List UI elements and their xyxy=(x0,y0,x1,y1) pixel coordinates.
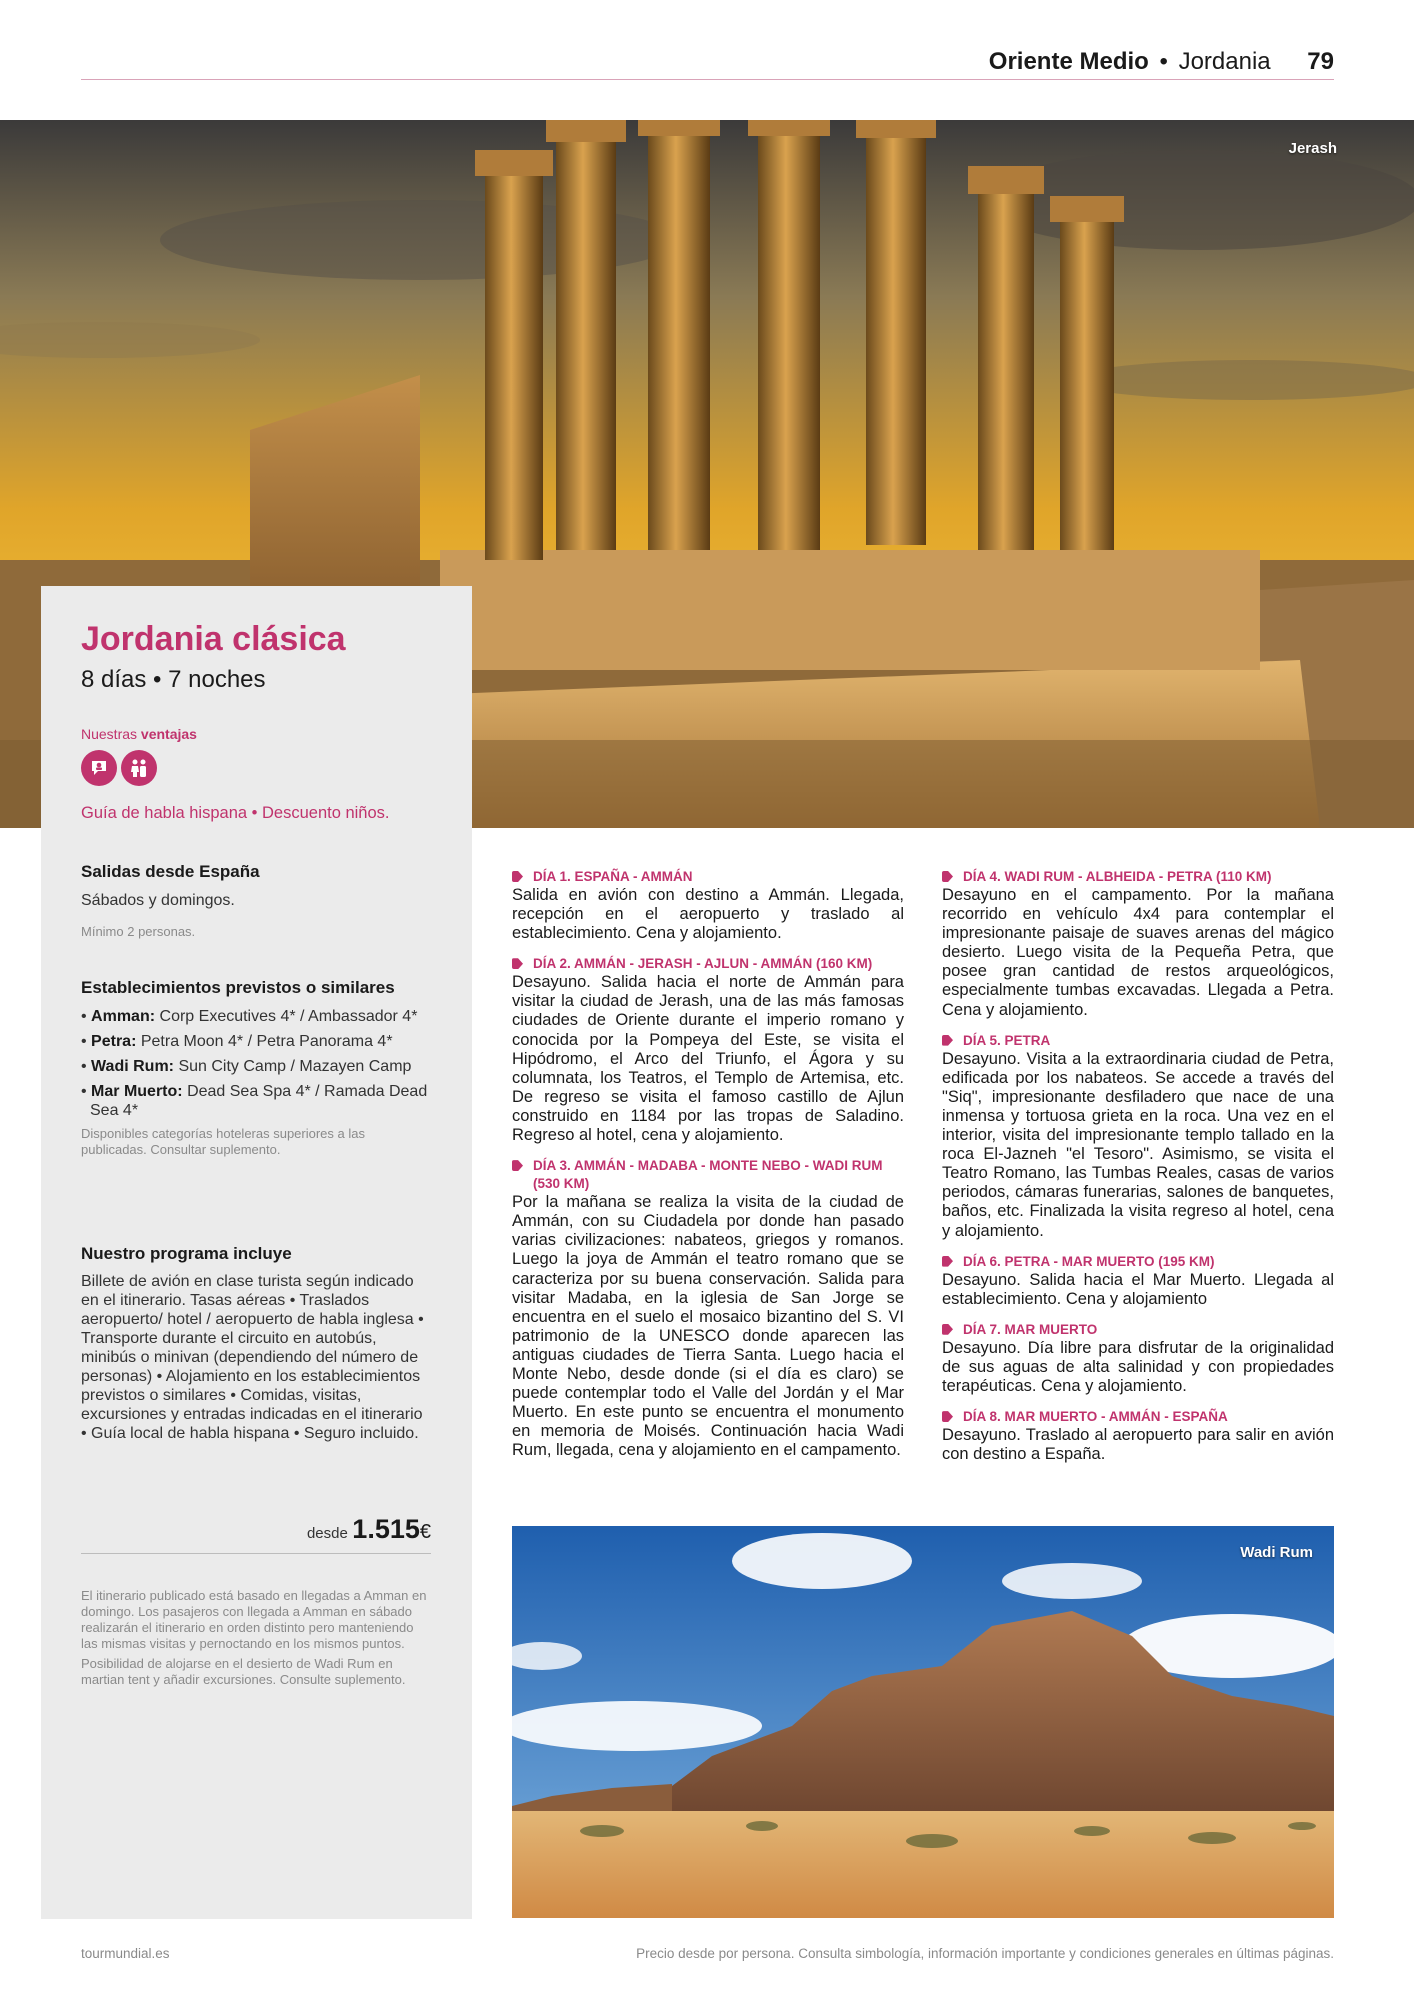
price-value: 1.515 xyxy=(352,1514,420,1544)
sidebar-note: El itinerario publicado está basado en llegadas a Amman en domingo. Los pasajeros con llegada a Amman en sábado realizarán el itinerario en orden distinto pero manteniendo las mismas visitas y pernoctando en los mismos puntos. xyxy=(81,1588,427,1651)
hero-caption: Jerash xyxy=(1288,140,1337,157)
advantages-text: Guía de habla hispana • Descuento niños. xyxy=(81,804,390,822)
family-icon xyxy=(121,750,157,786)
day-text: Desayuno. Salida hacia el Mar Muerto. Llegada al establecimiento. Cena y alojamiento xyxy=(942,1270,1334,1308)
day-text: Desayuno. Salida hacia el norte de Ammán para visitar la ciudad de Jerash, una de las más famosas ciudades de Oriente durante el imperio romano y conocida por la Pompeya del Este, se visita el Hipódromo, el Arco del Triunfo, el Ágora y su columnata, los Teatros, el Templo de Artemisa, etc. De regreso se visita el famoso castillo de Ajlun construido en 1184 por las tropas de Saladino. Regreso al hotel, cena y alojamiento. xyxy=(512,973,904,1145)
trip-duration: 8 días • 7 noches xyxy=(81,666,266,693)
day-title: DÍA 3. AMMÁN - MADABA - MONTE NEBO - WADI RUM (530 KM) xyxy=(512,1157,904,1193)
departures-days: Sábados y domingos. xyxy=(81,892,235,909)
header-region: Oriente Medio xyxy=(988,48,1149,75)
wadi-rum-photo xyxy=(512,1526,1334,1918)
footer-note: Precio desde por persona. Consulta simbología, información importante y condiciones generales en últimas páginas. xyxy=(636,1946,1334,1961)
trip-sidebar xyxy=(41,586,472,1919)
advantages-icons xyxy=(81,750,157,786)
day-title: DÍA 1. ESPAÑA - AMMÁN xyxy=(512,868,904,886)
itinerary-day xyxy=(942,868,1334,1020)
footer-site: tourmundial.es xyxy=(81,1946,170,1961)
price-from: desde xyxy=(306,1525,348,1542)
itinerary-column-1 xyxy=(512,868,904,1472)
advantages-label xyxy=(81,726,197,742)
guide-icon-glyph xyxy=(88,757,110,779)
hotel-names: Petra Moon 4* / Petra Panorama 4* xyxy=(140,1033,393,1050)
hotels-heading: Establecimientos previstos o similares xyxy=(81,978,395,997)
hotels-note: Disponibles categorías hoteleras superiores a las publicadas. Consultar suplemento. xyxy=(81,1126,365,1157)
family-icon-glyph xyxy=(128,757,150,779)
hotels-section xyxy=(81,978,431,1158)
hotel-names: Corp Executives 4* / Ambassador 4* xyxy=(159,1008,418,1025)
hotel-item: • Wadi Rum: Sun City Camp / Mazayen Camp xyxy=(81,1058,412,1075)
day-text: Por la mañana se realiza la visita de la ciudad de Ammán, con su Ciudadela por donde han pasado varias civilizaciones: nabateos, griegos y romanos. Luego la joya de Ammán el teatro romano que se caracteriza por su buena conservación. Salida para visitar Madaba, en la iglesia de San Jorge se encuentra en el suelo el mosaico bizantino del S. VI patrimonio de la UNESCO donde aparecen las antiguas ciudades de Tierra Santa. Luego hacia el Monte Nebo, desde donde (si el día es claro) se puede contemplar todo el Valle del Jordán y el Mar Muerto. En este punto se encuentra el monumento en memoria de Moisés. Continuación hacia Wadi Rum, llegada, cena y alojamiento en el campamento. xyxy=(512,1193,904,1460)
day-text: Desayuno. Visita a la extraordinaria ciudad de Petra, edificada por los nabateos. Se accede a través del "Siq", impresionante desfiladero que nace de una inmensa y tortuosa grieta en la roca. Una vez en el interior, visita del impresionante templo tallado en la roca El-Jazneh "el Tesoro". Asimismo, se visita el Teatro Romano, las Tumbas Reales, casas de varios periodos, cámaras funerarias, salones de banquetes, baños, etc. Finalizada la visita regreso al hotel, cena y alojamiento. xyxy=(942,1049,1334,1240)
day-text: Desayuno. Día libre para disfrutar de la originalidad de sus aguas de alta salinidad y con propiedades terapéuticas. Cena y alojamiento. xyxy=(942,1338,1334,1395)
hotel-item: • Amman: Corp Executives 4* / Ambassador 4* xyxy=(81,1008,418,1025)
departures-minimum: Mínimo 2 personas. xyxy=(81,924,196,939)
day-title: DÍA 7. MAR MUERTO xyxy=(942,1321,1334,1339)
day-text: Salida en avión con destino a Ammán. Llegada, recepción en el aeropuerto y traslado al establecimiento. Cena y alojamiento. xyxy=(512,886,904,943)
day-title: DÍA 8. MAR MUERTO - AMMÁN - ESPAÑA xyxy=(942,1408,1334,1426)
day-title: DÍA 2. AMMÁN - JERASH - AJLUN - AMMÁN (160 KM) xyxy=(512,955,904,973)
hotel-city: Petra: xyxy=(91,1033,137,1050)
guide-icon xyxy=(81,750,117,786)
sidebar-note: Posibilidad de alojarse en el desierto de Wadi Rum en martian tent y añadir excursiones. Consulte suplemento. xyxy=(81,1656,406,1687)
advantages-label-bold: ventajas xyxy=(140,726,197,742)
hotel-item: • Petra: Petra Moon 4* / Petra Panorama 4* xyxy=(81,1033,393,1050)
itinerary-day xyxy=(942,1321,1334,1396)
hotel-city: Amman: xyxy=(91,1008,156,1025)
price-box xyxy=(81,1514,431,1554)
itinerary-day xyxy=(512,1157,904,1460)
departures-section xyxy=(81,862,431,940)
day-title: DÍA 4. WADI RUM - ALBHEIDA - PETRA (110 KM) xyxy=(942,868,1334,886)
itinerary-day xyxy=(512,955,904,1145)
hotel-names: Sun City Camp / Mazayen Camp xyxy=(178,1058,412,1075)
header-country: Jordania xyxy=(1178,48,1271,75)
day-title: DÍA 5. PETRA xyxy=(942,1032,1334,1050)
program-heading: Nuestro programa incluye xyxy=(81,1244,292,1263)
day-title: DÍA 6. PETRA - MAR MUERTO (195 KM) xyxy=(942,1253,1334,1271)
hotel-names: Dead Sea Spa 4* / Ramada Dead Sea 4* xyxy=(90,1083,428,1119)
departures-heading: Salidas desde España xyxy=(81,862,260,881)
price-currency: € xyxy=(419,1521,431,1543)
hotel-city: Wadi Rum: xyxy=(91,1058,174,1075)
wadi-caption: Wadi Rum xyxy=(1240,1544,1313,1561)
itinerary-day xyxy=(942,1032,1334,1241)
day-text: Desayuno. Traslado al aeropuerto para salir en avión con destino a España. xyxy=(942,1426,1334,1464)
header-separator: • xyxy=(1159,48,1168,75)
itinerary-day xyxy=(942,1408,1334,1464)
header-text xyxy=(989,48,1334,76)
hotel-city: Mar Muerto: xyxy=(91,1083,183,1100)
hotels-list xyxy=(81,1007,431,1120)
wadi-rum-illustration xyxy=(512,1526,1334,1918)
itinerary-day xyxy=(942,1253,1334,1309)
sidebar-notes xyxy=(81,1588,431,1688)
page-header xyxy=(81,44,1334,80)
itinerary-column-2 xyxy=(942,868,1334,1476)
day-text: Desayuno en el campamento. Por la mañana recorrido en vehículo 4x4 para contemplar el impresionante paisaje de suaves arenas del mágico desierto. Luego visita de la Pequeña Petra, que posee gran cantidad de restos arqueológicos, especialmente tumbas excavadas. Llegada a Petra. Cena y alojamiento. xyxy=(942,886,1334,1019)
program-section xyxy=(81,1244,431,1443)
program-text: Billete de avión en clase turista según indicado en el itinerario. Tasas aéreas • Traslados aeropuerto/ hotel / aeropuerto de habla inglesa • Transporte durante el circuito en autobús, minibús o minivan (dependiendo del número de personas) • Alojamiento en los establecimientos previstos o similares • Comidas, visitas, excursiones y entradas indicadas en el itinerario • Guía local de habla hispana • Seguro incluido. xyxy=(81,1273,424,1442)
page-number: 79 xyxy=(1307,48,1334,75)
itinerary-day xyxy=(512,868,904,943)
hotel-item: • Mar Muerto: Dead Sea Spa 4* / Ramada Dead Sea 4* xyxy=(81,1083,428,1119)
trip-title: Jordania clásica xyxy=(81,620,346,658)
advantages-label-prefix: Nuestras xyxy=(81,726,138,742)
